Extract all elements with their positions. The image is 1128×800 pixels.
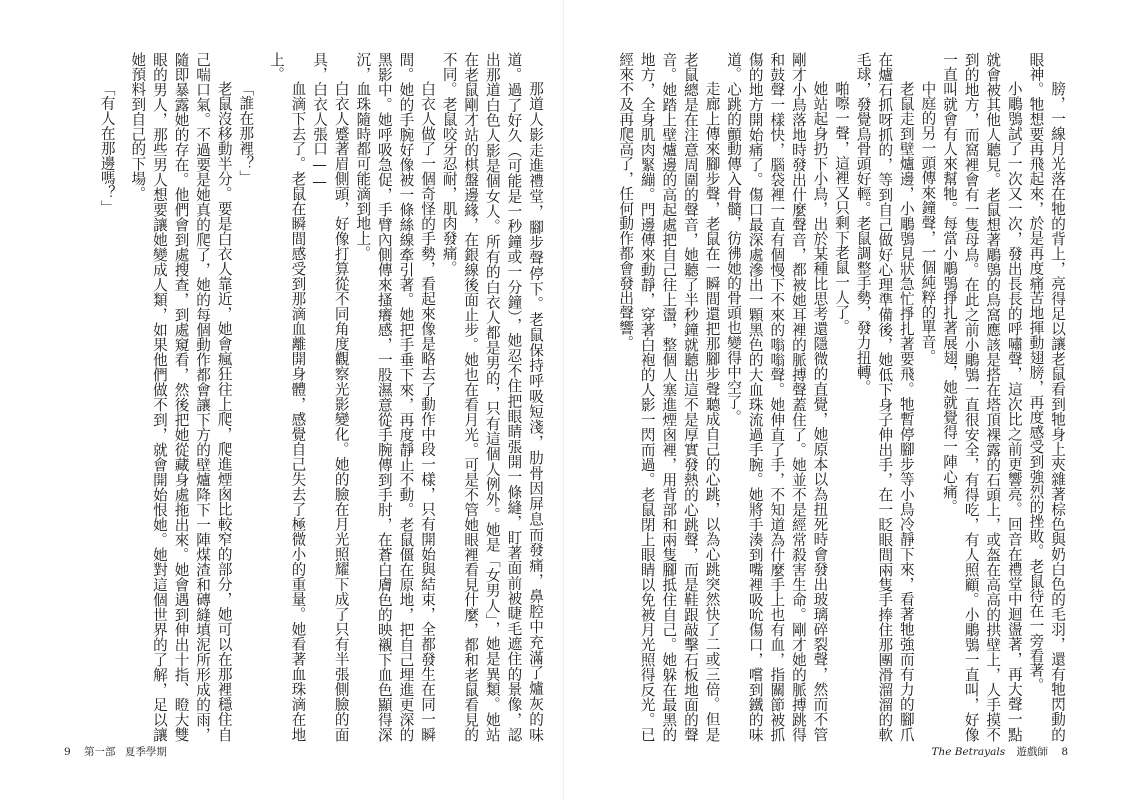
left-page-number: 9 [64,746,71,758]
left-paragraph-5: 「誰在那裡？」 [237,81,255,186]
right-paragraph-1: 膀，一線月光落在牠的背上，亮得足以讓老鼠看到牠身上夾雜著棕色與奶白色的毛羽，還有牠閃動的眼神。牠想要再飛起來，於是再度痛苦地揮動翅膀，再度感受到強烈的挫敗。老鼠待在一旁看著。 [1027,52,1066,742]
right-paragraph-4: 老鼠走到壁爐邊，小鵰鴞見狀急忙掙扎著要飛。牠暫停腳步等小鳥冷靜下來，看著牠強而有力的腳爪在爐石抓呀抓的，等到自己做好心理準備後，她低下身子伸出手，在一眨眼間兩隻手捧住那團滑溜溜的軟毛球，發覺鳥骨頭好輕。老鼠調整手勢，發力扭轉。 [854,52,915,742]
chapter-label: 夏季學期 [124,746,167,758]
part-label: 第一部 [84,746,116,758]
left-page-footer [64,744,167,759]
left-paragraph-1: 那道人影走進禮堂，腳步聲停下。老鼠保持呼吸短淺，肋骨因屏息而發痛，鼻腔中充滿了爐灰的味道。過了好久（可能是一秒鐘或一分鐘），她忍不住把眼睛張開一條縫，盯著面前被睫毛遮住的景像，認出那道白色人影是個女人。所有的白衣人都是男的，只有這個人例外。她是「女男人」，她是異類。她站在老鼠剛才站的棋盤邊緣，在銀線後面止步。她也在看月光。可是不管她眼裡看見什麼，都和老鼠看見的不同。老鼠咬牙忍耐，肌肉發痛。 [440,52,544,742]
right-page-footer [931,744,1068,759]
book-english-title: The Betrayals [931,746,1006,758]
left-paragraph-3: 白衣人蹙著眉側頭，好像打算從不同角度觀察光影變化。她的臉在月光照耀下成了只有半張側臉的面具，白衣人張口—— [311,52,350,742]
left-page-body [60,52,546,742]
right-paragraph-5: 啪嚓一聲，這裡又只剩下老鼠一人了。 [833,81,851,335]
right-paragraph-7: 走廊上傳來腳步聲，老鼠在一瞬間還把那腳步聲聽成自己的心跳，以為心跳突然快了二或三倍。但是老鼠總是在注意周圍的聲音，她聽了半秒鐘就聽出這不是厚實發熱的心跳聲，而是鞋跟敲擊石板地面的聲音。她踏上壁爐邊的高起處把自己往上盪，整個人塞進煙囪裡，用背部和兩隻腳抵住自己。她躲在最黑的地方，全身肌肉緊繃。門邊傳來動靜，穿著白袍的人影一閃而過。老鼠閉上眼睛以免被月光照得反光。已經來不及再爬高了，任何動作都會發出聲響。 [617,52,721,742]
right-paragraph-3: 中庭的另一頭傳來鐘聲，一個純粹的單音。 [919,81,937,365]
right-paragraph-6: 她站起身扔下小鳥，出於某種比思考還隱微的直覺，她原本以為扭死時會發出玻璃碎裂聲，然而不管剛才小鳥落地時發出什麼聲音，都被她耳裡的脈搏聲蓋住了。她並不是經常殺害生命。剛才她的脈搏跳得和鼓聲一樣快，腦袋裡一直有個慢下不來的嗡嗡聲。她伸直了手，不知道為什麼手上也有血，指關節被抓傷的地方開始痛了。傷口最深處滲出一顆黑色的大血珠流過手腕。她將手湊到嘴裡吸吮傷口，嚐到鐵的味道。心跳的顫動傳入骨髓，彷彿她的骨頭也變得中空了。 [725,52,829,742]
right-page-body [582,52,1068,742]
page-gutter [563,0,564,800]
right-paragraph-2: 小鵰鴞試了一次又一次，發出長長的呼嘯聲，這次比之前更響亮。回音在禮堂中迴盪著，再大聲一點就會被其他人聽見。老鼠想著鵰鴞的鳥窩應該是搭在塔頂裸露的石頭上，或盔在高高的拱壁上，人手摸不到的地方，而窩裡會有一隻母鳥。在此之前小鵰鴞一直很安全，有得吃，有人照顧。小鵰鴞一直叫，好像一直叫就會有人來幫牠。每當小鵰鴞掙扎著展翅，她就覺得一陣心痛。 [941,52,1023,742]
left-page [60,52,546,742]
left-paragraph-4: 血滴下去了。老鼠在瞬間感受到那滴血離開身體，感覺自己失去了極微小的重量。她看著血珠滴在地上。 [267,52,307,742]
right-page [582,52,1068,742]
left-paragraph-7: 「有人在那邊嗎？」 [98,81,116,216]
left-paragraph-6: 老鼠沒移動半分。要是白衣人靠近，她會瘋狂往上爬，爬進煙囪比較窄的部分，她可以在那裡穩住自己喘口氣。不過要是她真的爬了，她的每個動作都會讓下方的壁爐降下一陣煤渣和磚縫填泥所形成的雨，隨即暴露她的存在。他們會到處搜查，到處窺看，然後把她從藏身處拖出來。她會遇到伸出十指、瞪大雙眼的男人，那些男人想要讓她變成人類，如果他們做不到，就會開始恨她。她對這個世界的了解，足以讓她預料到自己的下場。 [129,52,233,742]
book-chinese-title: 遊戲師 [1016,746,1048,758]
right-page-number: 8 [1061,746,1068,758]
left-paragraph-2: 白衣人做了一個奇怪的手勢，看起來像是略去了動作中段一樣，只有開始與結束，全都發生在同一瞬間。她的手腕好像被一條絲線牽引著。她把手垂下來，再度靜止不動。老鼠僵在原地，把自己埋進更深的黑影中。她呼吸急促，手臂內側傳來搔癢感，一股濕意從手腕傳到手肘，在蒼白膚色的映襯下血色顯得深沉，血珠隨時都可能滴到地上。 [354,52,437,742]
